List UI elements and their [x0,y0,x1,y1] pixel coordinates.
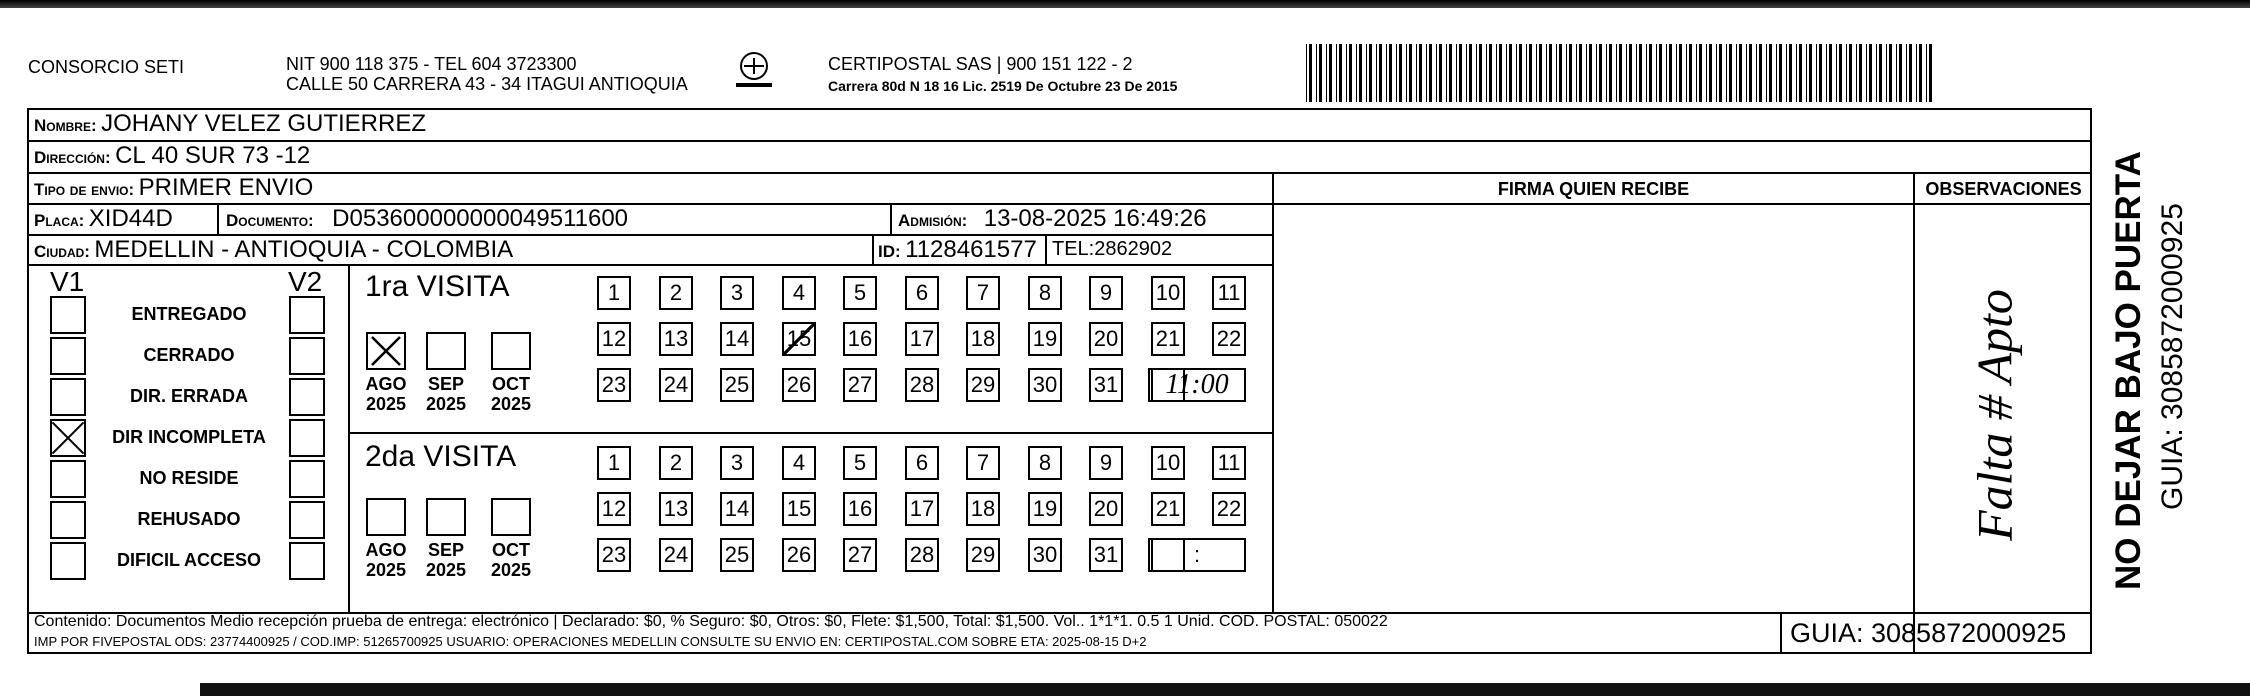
barcode-bar [1686,44,1687,102]
day-checkbox[interactable]: 11 [1212,446,1246,480]
ciudad-label: Ciudad: [34,242,90,261]
barcode-bar [1706,44,1707,102]
barcode-bar [1759,44,1762,102]
month-checkbox[interactable] [426,498,466,536]
barcode-bar [1626,44,1627,102]
top-scan-edge [0,0,2250,8]
day-checkbox[interactable]: 7 [966,276,1000,310]
month-label [416,540,476,580]
month-label [356,540,416,580]
documento-label: Documento: [226,211,314,230]
barcode-bar [1376,44,1377,102]
admision-label: Admisión: [898,211,968,230]
day-checkbox[interactable]: 29 [966,538,1000,572]
v1-checkbox[interactable] [50,460,86,498]
firma-header: FIRMA QUIEN RECIBE [1497,179,1690,199]
barcode-bar [1826,44,1827,102]
barcode-bar [1679,44,1682,102]
day-checkbox[interactable]: 25 [720,368,754,402]
bottom-scan-edge [200,683,2250,696]
barcode-bar [1396,44,1397,102]
v1-checkbox[interactable] [50,378,86,416]
month-year: 2025 [425,560,467,580]
barcode-bar [1419,44,1422,102]
status-option-label: CERRADO [143,345,235,365]
barcode-bar [1749,44,1752,102]
barcode-bar [1726,44,1727,102]
observacion-handwritten [1930,240,2070,590]
month-name: AGO [365,374,407,394]
barcode-bar [1606,44,1607,102]
day-checkbox[interactable]: 26 [782,538,816,572]
month-year: 2025 [365,560,407,580]
barcode-bar [1866,44,1867,102]
barcode-bar [1849,44,1852,102]
barcode-bar [1476,44,1477,102]
v2-checkbox[interactable] [289,501,325,539]
month-label [481,540,541,580]
barcode-bar [1499,44,1502,102]
v1-checkbox[interactable] [50,337,86,375]
barcode-bar [1576,44,1577,102]
barcode-bar [1899,44,1902,102]
nombre-label: Nombre: [34,116,97,135]
barcode-bar [1636,44,1637,102]
barcode-bar [1349,44,1352,102]
v2-checkbox[interactable] [289,378,325,416]
barcode-bar [1546,44,1547,102]
day-checkbox[interactable]: 22 [1212,322,1246,356]
barcode-bar [1696,44,1697,102]
day-checkbox[interactable]: 13 [659,492,693,526]
barcode-bar [1736,44,1737,102]
barcode-bar [1586,44,1587,102]
barcode-bar [1429,44,1432,102]
second-visit-title: 2da VISITA [365,440,517,473]
barcode-bar [1769,44,1772,102]
barcode-bar [1719,44,1722,102]
day-checkbox[interactable]: 10 [1151,276,1185,310]
v1-checkbox[interactable] [50,419,86,457]
col-divider [217,203,219,234]
barcode-bar [1519,44,1522,102]
barcode [1306,44,1940,102]
barcode-bar [1829,44,1832,102]
barcode-bar [1346,44,1347,102]
day-checkbox[interactable]: 15 [782,492,816,526]
day-checkbox[interactable]: 16 [843,322,877,356]
col-divider [890,203,892,234]
col-divider [872,234,874,264]
barcode-bar [1526,44,1527,102]
tel-label: TEL: [1052,238,1095,260]
day-checkbox[interactable]: 17 [905,322,939,356]
barcode-bar [1539,44,1542,102]
status-option-label: NO RESIDE [139,468,239,488]
id-label: ID: [878,242,901,261]
barcode-bar [1896,44,1897,102]
row-divider [27,264,1272,266]
barcode-bar [1836,44,1837,102]
col-divider [1780,612,1782,654]
admision-value: 13-08-2025 16:49:26 [983,205,1207,232]
barcode-bar [1889,44,1892,102]
barcode-bar [1756,44,1757,102]
month-checkbox[interactable] [366,498,406,536]
day-checkbox[interactable]: 28 [905,538,939,572]
barcode-bar [1559,44,1562,102]
day-checkbox[interactable]: 23 [597,538,631,572]
day-checkbox[interactable]: 14 [720,492,754,526]
barcode-bar [1386,44,1387,102]
observacion-text: Falta # Apto [1966,289,2023,541]
day-checkbox[interactable]: 6 [905,276,939,310]
status-option-label: DIFICIL ACCESO [116,550,261,570]
direccion-value: CL 40 SUR 73 -12 [115,142,311,169]
side-warning: NO DEJAR BAJO PUERTA [2109,151,2148,590]
barcode-bar [1309,44,1312,102]
barcode-bar [1556,44,1557,102]
day-checkbox[interactable]: 27 [843,368,877,402]
day-checkbox[interactable]: 27 [843,538,877,572]
barcode-bar [1489,44,1492,102]
day-checkbox[interactable]: 1 [597,446,631,480]
barcode-bar [1326,44,1327,102]
day-checkbox-marked[interactable]: 15 [782,322,816,356]
v2-checkbox[interactable] [289,419,325,457]
observaciones-header: OBSERVACIONES [1925,179,2082,199]
day-checkbox[interactable]: 2 [659,276,693,310]
barcode-bar [1369,44,1372,102]
barcode-bar [1906,44,1907,102]
barcode-bar [1676,44,1677,102]
barcode-bar [1666,44,1667,102]
day-checkbox[interactable]: 4 [782,446,816,480]
barcode-bar [1766,44,1767,102]
row-divider [27,140,2092,142]
row-divider [27,172,2092,174]
barcode-bar [1739,44,1742,102]
side-guia: GUIA: 3085872000925 [2156,203,2189,510]
barcode-bar [1876,44,1877,102]
barcode-bar [1796,44,1797,102]
barcode-bar [1859,44,1862,102]
first-visit-title: 1ra VISITA [365,270,510,303]
carrier-name: CERTIPOSTAL SAS | 900 151 122 - 2 [828,54,1133,74]
direccion-row [34,142,310,170]
barcode-bar [1446,44,1447,102]
tipo-value: PRIMER ENVIO [138,174,314,201]
barcode-bar [1786,44,1787,102]
month-year: 2025 [425,394,467,414]
day-checkbox[interactable]: 23 [597,368,631,402]
barcode-bar [1359,44,1362,102]
month-year: 2025 [490,394,532,414]
day-checkbox[interactable]: 5 [843,276,877,310]
day-checkbox[interactable]: 30 [1028,538,1062,572]
footer-imp: IMP POR FIVEPOSTAL ODS: 23774400925 / COD.IMP: 51265700925 USUARIO: OPERACIONES MEDELLIN CONSULTE SU ENVIO EN: CERTIPOSTAL.COM SOBRE ETA: 2025-08-15 D+2 [34,634,1147,649]
day-checkbox[interactable]: 1 [597,276,631,310]
barcode-bar [1616,44,1617,102]
barcode-bar [1336,44,1337,102]
day-checkbox[interactable]: 29 [966,368,1000,402]
month-checkbox[interactable] [426,332,466,370]
checked-x-icon [368,334,404,368]
barcode-bar [1479,44,1482,102]
day-checkbox[interactable]: 24 [659,368,693,402]
status-option-label: ENTREGADO [131,304,247,324]
day-checkbox[interactable]: 25 [720,538,754,572]
barcode-bar [1639,44,1642,102]
barcode-bar [1356,44,1357,102]
day-checkbox[interactable]: 19 [1028,322,1062,356]
day-checkbox[interactable]: 21 [1151,492,1185,526]
barcode-bar [1779,44,1782,102]
day-checkbox[interactable]: 9 [1089,446,1123,480]
day-checkbox[interactable]: 24 [659,538,693,572]
barcode-bar [1529,44,1532,102]
documento-value: D053600000000049511600 [332,205,629,232]
ciudad-value: MEDELLIN - ANTIOQUIA - COLOMBIA [94,236,514,263]
status-option-label: REHUSADO [137,509,241,529]
month-year: 2025 [490,560,532,580]
day-checkbox[interactable]: 12 [597,492,631,526]
tel-cell [1052,238,1172,261]
status-option-label: DIR INCOMPLETA [112,427,266,447]
barcode-bar [1426,44,1427,102]
barcode-bar [1806,44,1807,102]
company-name: CONSORCIO SETI [28,57,185,77]
barcode-bar [1319,44,1322,102]
barcode-bar [1649,44,1652,102]
barcode-bar [1869,44,1872,102]
v1-checkbox[interactable] [50,542,86,580]
barcode-bar [1339,44,1342,102]
day-checkbox[interactable]: 14 [720,322,754,356]
direccion-label: Dirección: [34,148,111,167]
barcode-bar [1566,44,1567,102]
nit-line: NIT 900 118 375 - TEL 604 3723300 [286,54,577,74]
v2-checkbox[interactable] [289,337,325,375]
barcode-bar [1439,44,1442,102]
day-checkbox[interactable]: 19 [1028,492,1062,526]
barcode-bar [1406,44,1407,102]
status-option-label: DIR. ERRADA [129,386,248,406]
day-checkbox[interactable]: 18 [966,492,1000,526]
barcode-bar [1456,44,1457,102]
barcode-bar [1729,44,1732,102]
tipo-label: Tipo de envio: [34,180,135,199]
admision-cell [898,205,1207,233]
placa-label: Placa: [34,211,85,230]
day-checkbox[interactable]: 16 [843,492,877,526]
barcode-bar [1776,44,1777,102]
barcode-bar [1366,44,1367,102]
day-checkbox[interactable]: 10 [1151,446,1185,480]
month-name: OCT [492,540,530,560]
barcode-bar [1416,44,1417,102]
month-label [416,374,476,414]
barcode-bar [1816,44,1817,102]
month-checkbox[interactable] [491,332,531,370]
documento-cell [226,205,628,233]
side-vertical-text [2098,120,2208,590]
barcode-bar [1549,44,1552,102]
barcode-bar [1579,44,1582,102]
day-checkbox[interactable]: 3 [720,276,754,310]
day-checkbox[interactable]: 20 [1089,322,1123,356]
barcode-bar [1886,44,1887,102]
day-checkbox[interactable]: 13 [659,322,693,356]
day-checkbox[interactable]: 30 [1028,368,1062,402]
day-checkbox[interactable]: 11 [1212,276,1246,310]
barcode-bar [1436,44,1437,102]
barcode-bar [1509,44,1512,102]
barcode-bar [1646,44,1647,102]
barcode-bar [1596,44,1597,102]
day-checkbox[interactable]: 8 [1028,276,1062,310]
day-checkbox[interactable]: 3 [720,446,754,480]
v1-checkbox[interactable] [50,501,86,539]
col-divider [348,432,1272,434]
day-checkbox[interactable]: 26 [782,368,816,402]
day-checkbox[interactable]: 17 [905,492,939,526]
barcode-bar [1846,44,1847,102]
col-divider [1045,234,1047,264]
barcode-bar [1599,44,1602,102]
day-checkbox[interactable]: 4 [782,276,816,310]
barcode-bar [1409,44,1412,102]
time-field[interactable]: 11:00 [1148,368,1246,402]
barcode-bar [1569,44,1572,102]
v2-checkbox[interactable] [289,296,325,334]
id-cell [878,236,1037,264]
day-checkbox[interactable]: 21 [1151,322,1185,356]
v2-label: V2 [288,266,323,297]
barcode-bar [1659,44,1662,102]
day-checkbox[interactable]: 28 [905,368,939,402]
day-checkbox[interactable]: 5 [843,446,877,480]
barcode-bar [1819,44,1822,102]
month-label [481,374,541,414]
time-field[interactable]: : [1148,538,1246,572]
day-checkbox[interactable]: 12 [597,322,631,356]
barcode-bar [1856,44,1857,102]
barcode-bar [1449,44,1452,102]
day-checkbox[interactable]: 9 [1089,276,1123,310]
placa-cell [34,205,173,233]
day-checkbox[interactable]: 18 [966,322,1000,356]
day-checkbox[interactable]: 2 [659,446,693,480]
barcode-bar [1879,44,1882,102]
month-year: 2025 [365,394,407,414]
barcode-bar [1399,44,1402,102]
v1-label: V1 [50,266,85,297]
barcode-bar [1466,44,1467,102]
month-name: SEP [427,540,465,560]
barcode-bar [1926,44,1927,102]
barcode-bar [1496,44,1497,102]
day-checkbox[interactable]: 22 [1212,492,1246,526]
barcode-bar [1589,44,1592,102]
footer-guia: GUIA: 3085872000925 [1790,618,2067,648]
nombre-value: JOHANY VELEZ GUTIERREZ [101,110,427,137]
barcode-bar [1506,44,1507,102]
month-checkbox[interactable] [366,332,406,370]
barcode-bar [1379,44,1382,102]
barcode-bar [1709,44,1712,102]
placa-value: XID44D [88,205,173,232]
barcode-bar [1486,44,1487,102]
tipo-row [34,174,313,202]
barcode-bar [1516,44,1517,102]
barcode-bar [1306,44,1307,102]
barcode-bar [1809,44,1812,102]
v1-checkbox[interactable] [50,296,86,334]
barcode-bar [1716,44,1717,102]
barcode-bar [1919,44,1922,102]
address-line: CALLE 50 CARRERA 43 - 34 ITAGUI ANTIOQUIA [286,74,688,94]
barcode-bar [1799,44,1802,102]
barcode-bar [1656,44,1657,102]
barcode-bar [1929,44,1932,102]
col-divider [1913,172,1915,654]
barcode-bar [1699,44,1702,102]
barcode-bar [1459,44,1462,102]
month-name: OCT [492,374,530,394]
footer-content: Contenido: Documentos Medio recepción prueba de entrega: electrónico | Declarado: $0, % Seguro: $0, Otros: $0, Flete: $1,500, Total: $1,500. Vol.. 1*1*1. 0.5 1 Unid. COD. POSTAL: 050022 [34,613,1388,630]
barcode-bar [1746,44,1747,102]
barcode-bar [1329,44,1332,102]
certipostal-logo [730,50,778,92]
month-name: SEP [427,374,465,394]
id-value: 1128461577 [905,236,1037,263]
ciudad-cell [34,236,513,264]
carrier-license: Carrera 80d N 18 16 Lic. 2519 De Octubre 23 De 2015 [828,78,1178,94]
day-checkbox[interactable]: 31 [1089,368,1123,402]
barcode-bar [1619,44,1622,102]
barcode-bar [1469,44,1472,102]
barcode-bar [1789,44,1792,102]
day-checkbox[interactable]: 6 [905,446,939,480]
day-checkbox[interactable]: 8 [1028,446,1062,480]
barcode-bar [1909,44,1912,102]
nombre-row [34,110,426,138]
month-label [356,374,416,414]
barcode-bar [1629,44,1632,102]
barcode-bar [1916,44,1917,102]
barcode-bar [1389,44,1392,102]
col-divider [348,264,350,612]
month-checkbox[interactable] [491,498,531,536]
barcode-bar [1839,44,1842,102]
barcode-bar [1316,44,1317,102]
day-checkbox[interactable]: 20 [1089,492,1123,526]
day-checkbox[interactable]: 7 [966,446,1000,480]
v2-checkbox[interactable] [289,460,325,498]
barcode-bar [1536,44,1537,102]
signature-area[interactable] [1274,205,1913,612]
month-name: AGO [365,540,407,560]
v2-checkbox[interactable] [289,542,325,580]
barcode-bar [1609,44,1612,102]
day-checkbox[interactable]: 31 [1089,538,1123,572]
barcode-bar [1689,44,1692,102]
barcode-bar [1669,44,1672,102]
tel-value: 2862902 [1094,238,1173,260]
